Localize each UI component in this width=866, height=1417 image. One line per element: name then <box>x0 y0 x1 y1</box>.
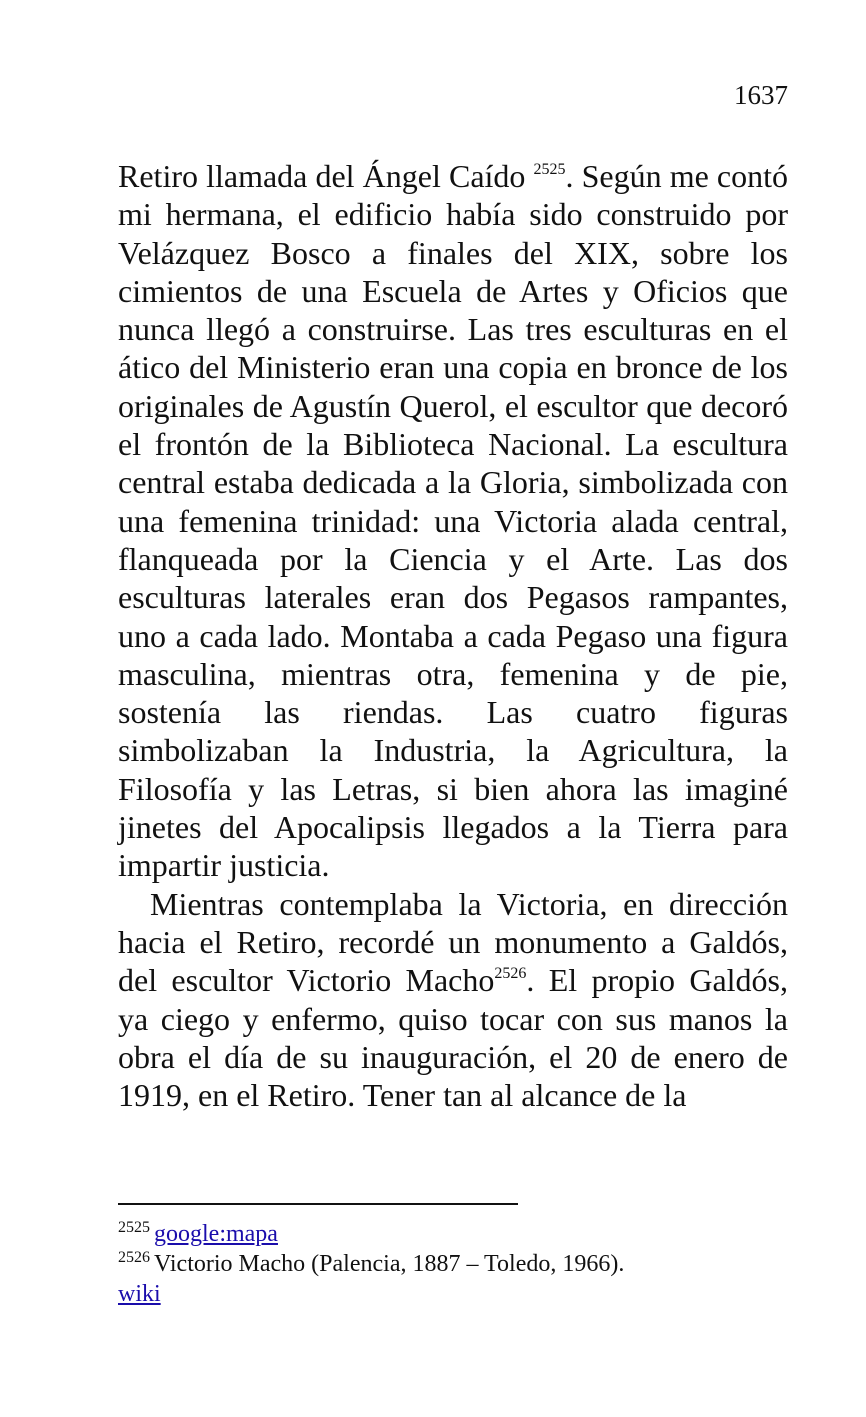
paragraph-2-text-2: . El propio Galdós, ya ciego y enfermo, quiso tocar con sus manos la obra el día de su inauguración, el 20 de enero de 1919, en el Retiro. Tener tan al alcance de la <box>118 962 788 1114</box>
footnote-link-google-mapa[interactable]: google:mapa <box>154 1221 278 1247</box>
footnote-divider <box>118 1203 518 1205</box>
footnote-2526-link-line <box>118 1279 808 1309</box>
footnote-ref-2526[interactable]: 2526 <box>494 965 527 983</box>
footnote-number: 2526 <box>118 1249 150 1267</box>
body-text <box>118 157 788 1114</box>
paragraph-1 <box>118 157 788 885</box>
footnote-text: Victorio Macho (Palencia, 1887 – Toledo, 1966). <box>154 1251 625 1277</box>
footnote-2526 <box>118 1249 808 1279</box>
footnote-ref-2525[interactable]: 2525 <box>533 161 566 179</box>
paragraph-1-text-2: . Según me contó mi hermana, el edificio había sido construido por Velázquez Bosco a finales del XIX, sobre los cimientos de una Escuela de Artes y Oficios que nunca llegó a construirse. Las tres esculturas en el ático del Ministerio eran una copia en bronce de los originales de Agustín Querol, el escultor que decoró el frontón de la Biblioteca Nacional. La escultura central estaba dedicada a la Gloria, simbolizada con una femenina trinidad: una Victoria alada central, flanqueada por la Ciencia y el Arte. Las dos esculturas laterales eran dos Pegasos rampantes, uno a cada lado. Montaba a cada Pegaso una figura masculina, mientras otra, femenina y de pie, sostenía las riendas. Las cuatro figuras simbolizaban la Industria, la Agricultura, la Filosofía y las Letras, si bien ahora las imaginé jinetes del Apocalipsis llegados a la Tierra para impartir justicia. <box>118 158 789 884</box>
paragraph-2 <box>118 885 788 1115</box>
footnotes <box>118 1219 808 1309</box>
footnote-number: 2525 <box>118 1219 150 1237</box>
footnote-link-wiki[interactable]: wiki <box>118 1281 161 1307</box>
footnote-2525 <box>118 1219 808 1249</box>
page-number: 1637 <box>734 80 788 110</box>
paragraph-2-text-1: Mientras contemplaba la Victoria, en dirección hacia el Retiro, recordé un monumento a Galdós, del escultor Victorio Macho <box>118 885 788 999</box>
paragraph-1-text-1: Retiro llamada del Ángel Caído <box>118 158 534 194</box>
